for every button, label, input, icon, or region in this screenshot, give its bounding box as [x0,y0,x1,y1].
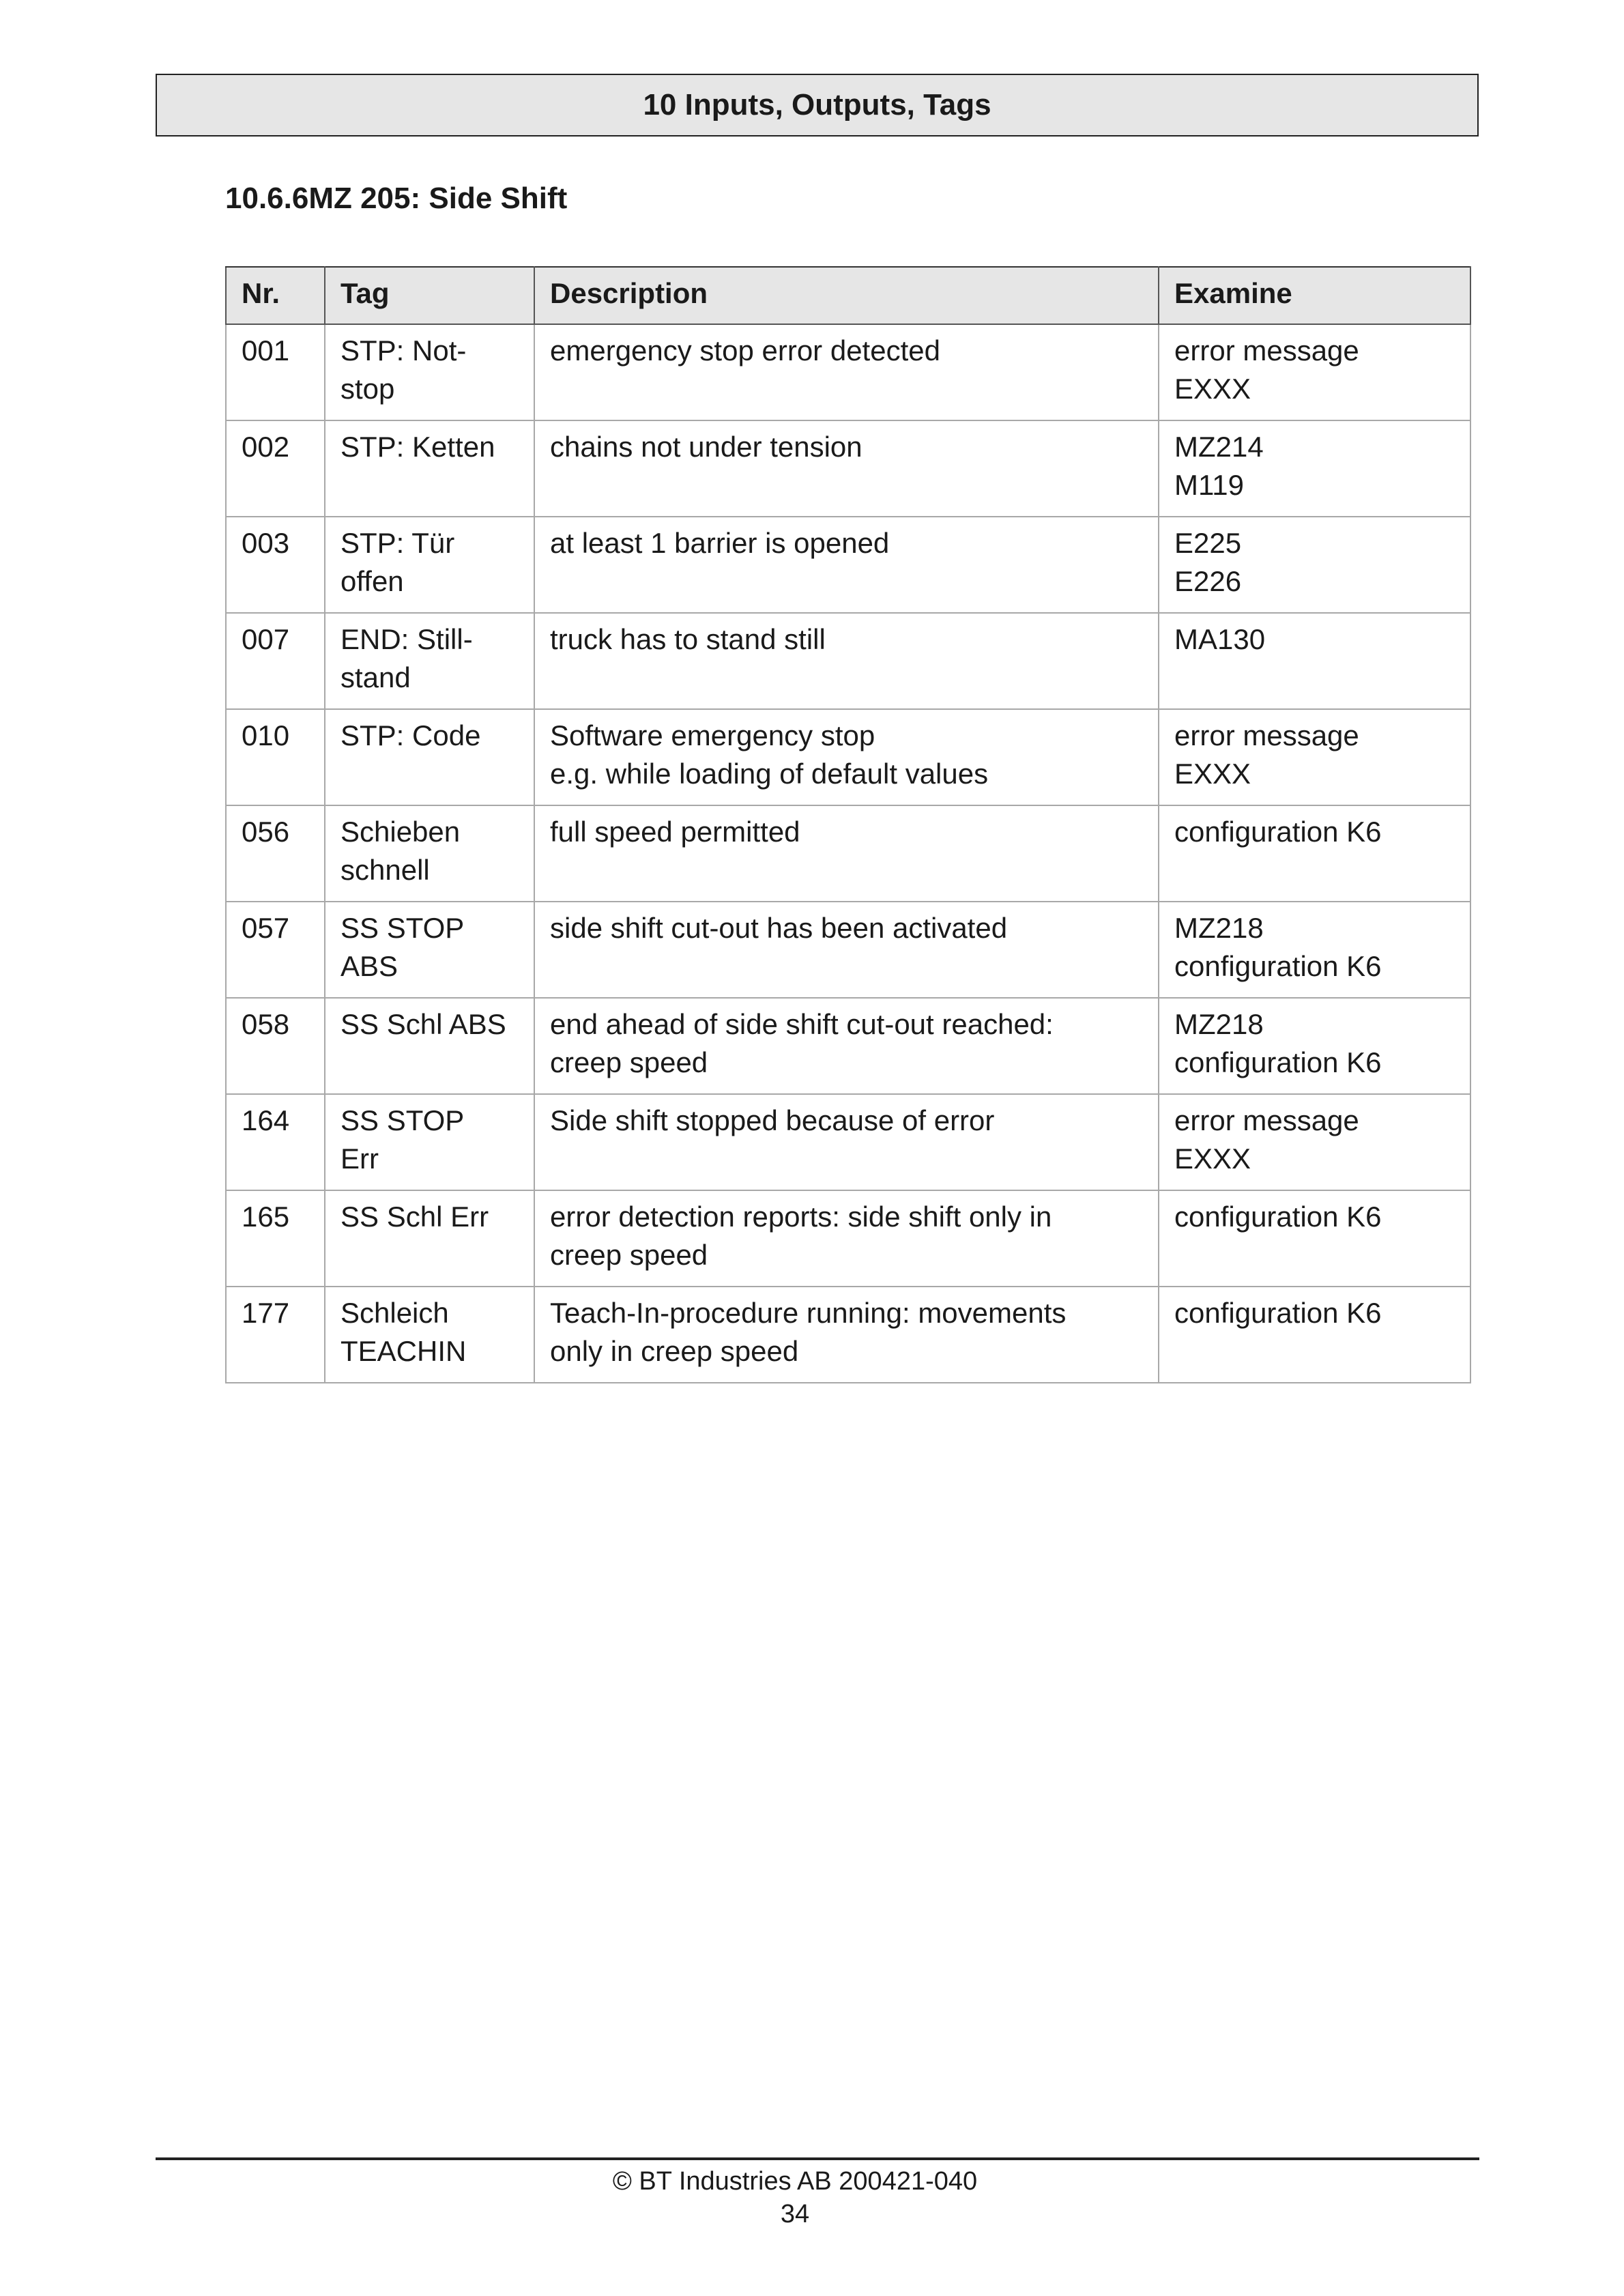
cell-nr: 001 [226,324,325,420]
cell-tag: Schieben schnell [325,805,534,902]
cell-nr: 165 [226,1190,325,1287]
table-row [226,1094,1470,1190]
column-header-nr: Nr. [226,267,325,324]
cell-examine: MZ218 configuration K6 [1159,902,1470,998]
section-title: 10.6.6MZ 205: Side Shift [225,182,568,215]
cell-tag: Schleich TEACHIN [325,1287,534,1383]
chapter-title: 10 Inputs, Outputs, Tags [643,88,991,121]
cell-description: Side shift stopped because of error [534,1094,1159,1190]
cell-description: full speed permitted [534,805,1159,902]
cell-tag: SS STOP Err [325,1094,534,1190]
cell-tag: STP: Code [325,709,534,805]
cell-nr: 056 [226,805,325,902]
cell-description: at least 1 barrier is opened [534,517,1159,613]
cell-examine: MA130 [1159,613,1470,709]
table-row [226,998,1470,1094]
cell-description: end ahead of side shift cut-out reached: creep speed [534,998,1159,1094]
cell-tag: SS STOP ABS [325,902,534,998]
table-header-row [226,267,1470,324]
cell-examine: MZ218 configuration K6 [1159,998,1470,1094]
cell-tag: SS Schl Err [325,1190,534,1287]
cell-description: emergency stop error detected [534,324,1159,420]
cell-nr: 010 [226,709,325,805]
cell-tag: STP: Tür offen [325,517,534,613]
table-row [226,613,1470,709]
column-header-description: Description [534,267,1159,324]
page-number: 34 [780,2200,810,2228]
table-row [226,709,1470,805]
cell-nr: 003 [226,517,325,613]
cell-examine: E225 E226 [1159,517,1470,613]
cell-tag: END: Still- stand [325,613,534,709]
cell-description: error detection reports: side shift only in creep speed [534,1190,1159,1287]
cell-description: chains not under tension [534,420,1159,517]
table-row [226,1190,1470,1287]
cell-nr: 007 [226,613,325,709]
chapter-header [156,74,1479,137]
cell-nr: 058 [226,998,325,1094]
cell-tag: SS Schl ABS [325,998,534,1094]
table-row [226,517,1470,613]
footer-copyright: © BT Industries AB 200421-040 [612,2167,978,2196]
table-row [226,805,1470,902]
cell-tag: STP: Not- stop [325,324,534,420]
table-row [226,324,1470,420]
cell-description: truck has to stand still [534,613,1159,709]
column-header-examine: Examine [1159,267,1470,324]
cell-description: Teach-In-procedure running: movements only in creep speed [534,1287,1159,1383]
table-row [226,420,1470,517]
cell-nr: 002 [226,420,325,517]
column-header-tag: Tag [325,267,534,324]
cell-nr: 057 [226,902,325,998]
cell-examine: error message EXXX [1159,1094,1470,1190]
cell-nr: 164 [226,1094,325,1190]
cell-examine: configuration K6 [1159,1287,1470,1383]
cell-nr: 177 [226,1287,325,1383]
cell-tag: STP: Ketten [325,420,534,517]
table-row [226,1287,1470,1383]
cell-examine: configuration K6 [1159,805,1470,902]
tag-table [225,266,1471,1383]
cell-examine: error message EXXX [1159,709,1470,805]
footer-divider [156,2157,1479,2160]
cell-description: side shift cut-out has been activated [534,902,1159,998]
cell-examine: configuration K6 [1159,1190,1470,1287]
cell-examine: error message EXXX [1159,324,1470,420]
cell-description: Software emergency stop e.g. while loading of default values [534,709,1159,805]
table-row [226,902,1470,998]
cell-examine: MZ214 M119 [1159,420,1470,517]
